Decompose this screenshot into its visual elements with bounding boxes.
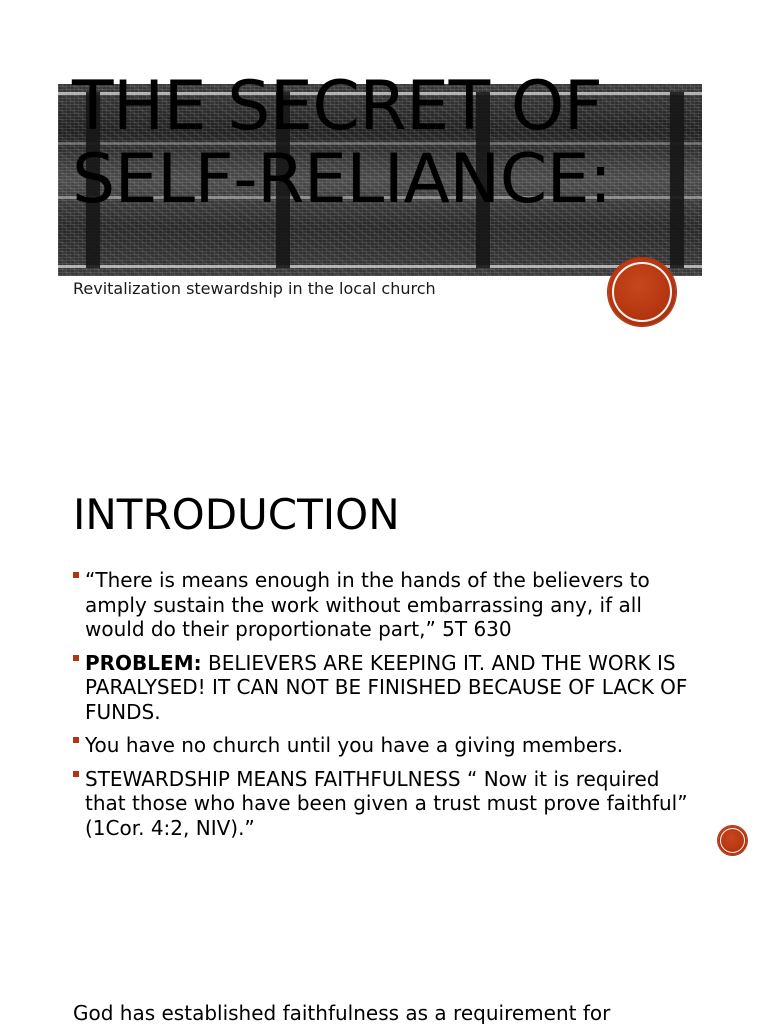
bullet-marker-icon	[73, 572, 79, 578]
accent-ring	[720, 828, 745, 853]
accent-circle-icon	[608, 258, 676, 326]
bullet-text: You have no church until you have a giving members.	[85, 733, 624, 757]
accent-ring	[612, 262, 672, 322]
accent-circle-icon	[718, 826, 747, 855]
bullet-lead: PROBLEM:	[85, 650, 202, 675]
body-slide	[0, 980, 768, 1024]
bullet-item	[73, 733, 703, 758]
bullet-text: STEWARDSHIP MEANS FAITHFULNESS “ Now it is required that those who have been given a trust must prove faithful” (1Cor. 4:2, NIV).”	[85, 766, 688, 840]
bullet-marker-icon	[73, 655, 79, 661]
slide-subtitle: Revitalization stewardship in the local church	[73, 279, 436, 298]
bullet-item	[73, 651, 703, 725]
title-slide	[0, 0, 768, 440]
slide-title: THE SECRET OF SELF-RELIANCE:	[72, 67, 612, 219]
body-text: God has established faithfulness as a requirement for	[73, 1001, 611, 1024]
bullet-marker-icon	[73, 737, 79, 743]
bullet-item	[73, 767, 703, 841]
bullet-marker-icon	[73, 771, 79, 777]
bullet-item	[73, 568, 703, 642]
bullet-text: BELIEVERS ARE KEEPING IT. AND THE WORK IS PARALYSED! IT CAN NOT BE FINISHED BECAUSE OF LACK OF FUNDS.	[85, 650, 688, 724]
introduction-slide	[0, 440, 768, 860]
banner-stripe	[58, 265, 702, 268]
bullet-text: “There is means enough in the hands of the believers to amply sustain the work without embarrassing any, if all would do their proportionate part,” 5T 630	[85, 568, 650, 641]
bullet-list	[73, 568, 703, 849]
slide-heading: INTRODUCTION	[73, 490, 400, 539]
